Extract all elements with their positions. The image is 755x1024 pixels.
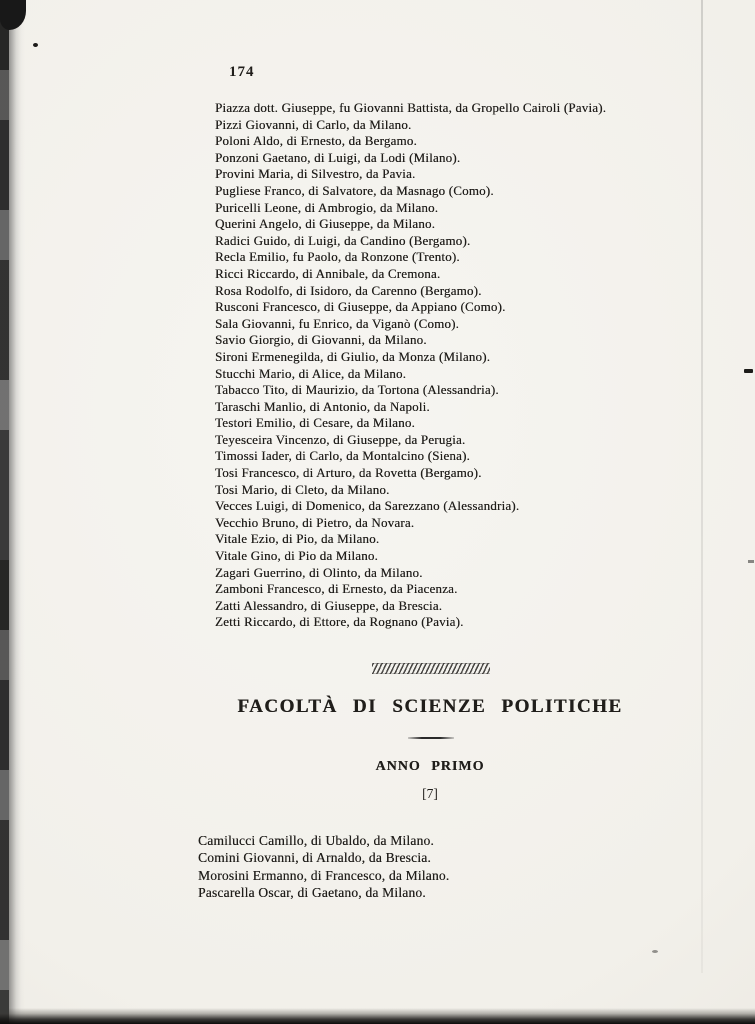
roster-entry: Zamboni Francesco, di Ernesto, da Piacenza. <box>215 581 458 597</box>
title-underline-rule <box>408 737 454 739</box>
roster-entry: Rusconi Francesco, di Giuseppe, da Appiano (Como). <box>215 299 506 315</box>
roster-entry: Camilucci Camillo, di Ubaldo, da Milano. <box>198 833 434 848</box>
scan-speck <box>748 560 754 563</box>
year-heading: ANNO PRIMO <box>375 759 485 774</box>
roster-entry: Pugliese Franco, di Salvatore, da Masnago (Como). <box>215 182 494 198</box>
roster-entry: Savio Giorgio, di Giovanni, da Milano. <box>215 332 427 348</box>
section-title: FACOLTÀ DI SCIENZE POLITICHE <box>237 696 623 717</box>
roster-entry: Puricelli Leone, di Ambrogio, da Milano. <box>215 199 439 215</box>
roster-entry: Recla Emilio, fu Paolo, da Ronzone (Trento). <box>215 249 460 265</box>
roster-entry: Piazza dott. Giuseppe, fu Giovanni Battista, da Gropello Cairoli (Pavia). <box>215 100 607 115</box>
roster-entry: Comini Giovanni, di Arnaldo, da Brescia. <box>198 850 431 866</box>
roster-entry: Taraschi Manlio, di Antonio, da Napoli. <box>215 398 430 414</box>
roster-entry: Zetti Riccardo, di Ettore, da Rognano (Pavia). <box>215 614 464 630</box>
binding-shadow-fade <box>9 0 25 1024</box>
roster-entry: Querini Angelo, di Giuseppe, da Milano. <box>215 216 436 232</box>
roster-entry: Ponzoni Gaetano, di Luigi, da Lodi (Milano). <box>215 149 461 165</box>
page-crease-line <box>701 0 703 973</box>
roster-entry: Stucchi Mario, di Alice, da Milano. <box>215 365 407 381</box>
roster-entry: Vitale Ezio, di Pio, da Milano. <box>215 531 380 547</box>
roster-entry: Tosi Mario, di Cleto, da Milano. <box>215 481 390 497</box>
roster-entry: Teyesceira Vincenzo, di Giuseppe, da Perugia. <box>215 431 466 447</box>
scan-edge-bottom <box>0 1008 755 1024</box>
roster-entry: Vecces Luigi, di Domenico, da Sarezzano (Alessandria). <box>215 498 520 514</box>
roster-entry: Zatti Alessandro, di Giuseppe, da Brescia. <box>215 597 443 613</box>
roster-entry: Testori Emilio, di Cesare, da Milano. <box>215 415 416 431</box>
roster-entry: Zagari Guerrino, di Olinto, da Milano. <box>215 564 423 580</box>
roster-entry: Radici Guido, di Luigi, da Candino (Bergamo). <box>215 232 471 248</box>
scan-speck <box>744 369 753 373</box>
roster-entry: Provini Maria, di Silvestro, da Pavia. <box>215 166 416 182</box>
student-roster-anno-primo <box>198 832 668 902</box>
roster-entry: Tosi Francesco, di Arturo, da Rovetta (Bergamo). <box>215 465 482 481</box>
roster-entry: Poloni Aldo, di Ernesto, da Bergamo. <box>215 133 417 149</box>
roster-entry: Morosini Ermanno, di Francesco, da Milano. <box>198 867 450 883</box>
student-roster <box>215 100 655 631</box>
roster-entry: Rosa Rodolfo, di Isidoro, da Carenno (Bergamo). <box>215 282 482 298</box>
count-bracket: [7] <box>422 786 438 801</box>
roster-entry: Sala Giovanni, fu Enrico, da Viganò (Como). <box>215 315 460 331</box>
scan-speck <box>652 950 658 953</box>
page-number: 174 <box>229 64 255 80</box>
roster-entry: Vecchio Bruno, di Pietro, da Novara. <box>215 514 415 530</box>
roster-entry: Pizzi Giovanni, di Carlo, da Milano. <box>215 116 412 132</box>
roster-entry: Tabacco Tito, di Maurizio, da Tortona (Alessandria). <box>215 382 499 398</box>
binding-shadow-streaks <box>0 0 9 1024</box>
scan-speck <box>33 43 38 47</box>
roster-entry: Pascarella Oscar, di Gaetano, da Milano. <box>198 885 426 901</box>
roster-entry: Vitale Gino, di Pio da Milano. <box>215 548 379 564</box>
roster-entry: Timossi Iader, di Carlo, da Montalcino (Siena). <box>215 448 471 464</box>
roster-entry: Ricci Riccardo, di Annibale, da Cremona. <box>215 265 441 281</box>
section-separator-rule <box>372 663 490 674</box>
roster-entry: Sironi Ermenegilda, di Giulio, da Monza (Milano). <box>215 348 491 364</box>
